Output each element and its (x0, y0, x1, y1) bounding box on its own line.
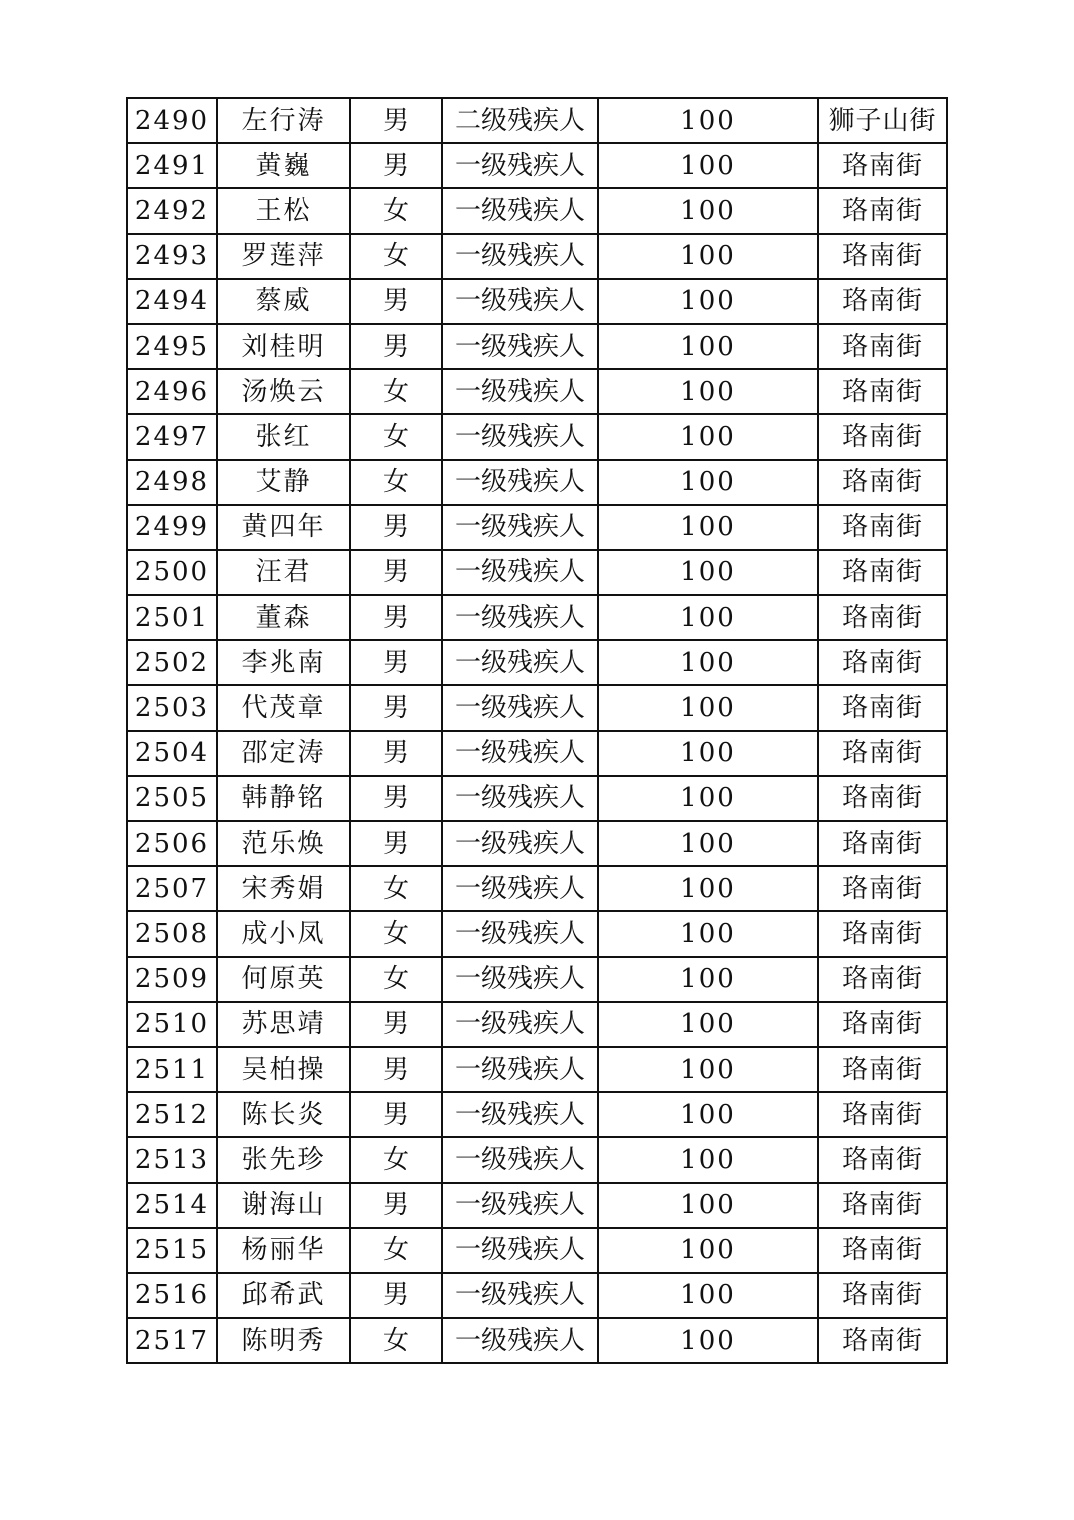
table-row (127, 685, 947, 730)
street-cell: 珞南街 (818, 1002, 947, 1047)
serial-number-cell: 2515 (127, 1228, 217, 1273)
person-name-cell: 黄四年 (217, 505, 350, 550)
gender-cell: 女 (350, 1228, 442, 1273)
street-cell: 珞南街 (818, 640, 947, 685)
street-cell: 珞南街 (818, 1047, 947, 1092)
person-name-cell: 邵定涛 (217, 731, 350, 776)
street-cell: 珞南街 (818, 1273, 947, 1318)
disability-level-cell: 一级残疾人 (442, 866, 598, 911)
table-row (127, 1047, 947, 1092)
serial-number-cell: 2494 (127, 279, 217, 324)
gender-cell: 女 (350, 369, 442, 414)
serial-number-cell: 2490 (127, 98, 217, 143)
gender-cell: 男 (350, 1047, 442, 1092)
person-name-cell: 汤焕云 (217, 369, 350, 414)
amount-cell: 100 (598, 731, 818, 776)
street-cell: 珞南街 (818, 324, 947, 369)
gender-cell: 男 (350, 640, 442, 685)
person-name-cell: 艾静 (217, 460, 350, 505)
amount-cell: 100 (598, 505, 818, 550)
serial-number-cell: 2511 (127, 1047, 217, 1092)
table-row (127, 1092, 947, 1137)
disability-level-cell: 一级残疾人 (442, 188, 598, 233)
street-cell: 珞南街 (818, 1092, 947, 1137)
table-row (127, 414, 947, 459)
disability-level-cell: 一级残疾人 (442, 1092, 598, 1137)
serial-number-cell: 2505 (127, 776, 217, 821)
street-cell: 珞南街 (818, 460, 947, 505)
person-name-cell: 王松 (217, 188, 350, 233)
table-row (127, 143, 947, 188)
table-row (127, 1318, 947, 1363)
disability-level-cell: 一级残疾人 (442, 731, 598, 776)
table-row (127, 369, 947, 414)
amount-cell: 100 (598, 776, 818, 821)
table-row (127, 1273, 947, 1318)
disability-level-cell: 一级残疾人 (442, 1137, 598, 1182)
street-cell: 珞南街 (818, 776, 947, 821)
disability-level-cell: 一级残疾人 (442, 821, 598, 866)
person-name-cell: 陈明秀 (217, 1318, 350, 1363)
table-row (127, 1228, 947, 1273)
disability-level-cell: 一级残疾人 (442, 1047, 598, 1092)
gender-cell: 男 (350, 1183, 442, 1228)
serial-number-cell: 2516 (127, 1273, 217, 1318)
table-row (127, 1137, 947, 1182)
disability-level-cell: 一级残疾人 (442, 279, 598, 324)
serial-number-cell: 2517 (127, 1318, 217, 1363)
serial-number-cell: 2492 (127, 188, 217, 233)
serial-number-cell: 2509 (127, 957, 217, 1002)
disability-level-cell: 一级残疾人 (442, 911, 598, 956)
amount-cell: 100 (598, 1137, 818, 1182)
amount-cell: 100 (598, 1002, 818, 1047)
gender-cell: 男 (350, 279, 442, 324)
serial-number-cell: 2503 (127, 685, 217, 730)
street-cell: 珞南街 (818, 550, 947, 595)
amount-cell: 100 (598, 369, 818, 414)
gender-cell: 男 (350, 324, 442, 369)
amount-cell: 100 (598, 866, 818, 911)
serial-number-cell: 2495 (127, 324, 217, 369)
street-cell: 珞南街 (818, 1183, 947, 1228)
serial-number-cell: 2506 (127, 821, 217, 866)
street-cell: 珞南街 (818, 595, 947, 640)
amount-cell: 100 (598, 98, 818, 143)
gender-cell: 女 (350, 1318, 442, 1363)
street-cell: 珞南街 (818, 866, 947, 911)
person-name-cell: 刘桂明 (217, 324, 350, 369)
person-name-cell: 陈长炎 (217, 1092, 350, 1137)
person-name-cell: 范乐焕 (217, 821, 350, 866)
table-row (127, 98, 947, 143)
disability-level-cell: 一级残疾人 (442, 1228, 598, 1273)
amount-cell: 100 (598, 279, 818, 324)
serial-number-cell: 2493 (127, 234, 217, 279)
amount-cell: 100 (598, 685, 818, 730)
table-row (127, 866, 947, 911)
serial-number-cell: 2491 (127, 143, 217, 188)
street-cell: 珞南街 (818, 1318, 947, 1363)
street-cell: 珞南街 (818, 1228, 947, 1273)
gender-cell: 男 (350, 1002, 442, 1047)
amount-cell: 100 (598, 1318, 818, 1363)
serial-number-cell: 2500 (127, 550, 217, 595)
serial-number-cell: 2499 (127, 505, 217, 550)
gender-cell: 男 (350, 821, 442, 866)
disability-level-cell: 一级残疾人 (442, 640, 598, 685)
disability-level-cell: 一级残疾人 (442, 143, 598, 188)
serial-number-cell: 2507 (127, 866, 217, 911)
disability-level-cell: 一级残疾人 (442, 369, 598, 414)
gender-cell: 男 (350, 685, 442, 730)
gender-cell: 男 (350, 505, 442, 550)
gender-cell: 男 (350, 1273, 442, 1318)
roster-table (126, 97, 948, 1364)
amount-cell: 100 (598, 143, 818, 188)
gender-cell: 女 (350, 188, 442, 233)
disability-level-cell: 一级残疾人 (442, 234, 598, 279)
serial-number-cell: 2513 (127, 1137, 217, 1182)
disability-level-cell: 一级残疾人 (442, 957, 598, 1002)
disability-level-cell: 一级残疾人 (442, 776, 598, 821)
amount-cell: 100 (598, 414, 818, 459)
disability-level-cell: 一级残疾人 (442, 324, 598, 369)
disability-level-cell: 一级残疾人 (442, 1183, 598, 1228)
street-cell: 珞南街 (818, 414, 947, 459)
disability-level-cell: 一级残疾人 (442, 460, 598, 505)
street-cell: 珞南街 (818, 143, 947, 188)
gender-cell: 女 (350, 234, 442, 279)
serial-number-cell: 2514 (127, 1183, 217, 1228)
person-name-cell: 张红 (217, 414, 350, 459)
table-row (127, 234, 947, 279)
person-name-cell: 代茂章 (217, 685, 350, 730)
table-row (127, 595, 947, 640)
serial-number-cell: 2510 (127, 1002, 217, 1047)
person-name-cell: 张先珍 (217, 1137, 350, 1182)
person-name-cell: 成小凤 (217, 911, 350, 956)
person-name-cell: 董森 (217, 595, 350, 640)
serial-number-cell: 2501 (127, 595, 217, 640)
street-cell: 珞南街 (818, 731, 947, 776)
street-cell: 珞南街 (818, 188, 947, 233)
person-name-cell: 宋秀娟 (217, 866, 350, 911)
table-row (127, 505, 947, 550)
amount-cell: 100 (598, 550, 818, 595)
amount-cell: 100 (598, 821, 818, 866)
street-cell: 珞南街 (818, 505, 947, 550)
table-row (127, 957, 947, 1002)
serial-number-cell: 2502 (127, 640, 217, 685)
person-name-cell: 何原英 (217, 957, 350, 1002)
table-row (127, 731, 947, 776)
street-cell: 珞南街 (818, 369, 947, 414)
amount-cell: 100 (598, 188, 818, 233)
gender-cell: 女 (350, 414, 442, 459)
disability-level-cell: 一级残疾人 (442, 505, 598, 550)
amount-cell: 100 (598, 911, 818, 956)
amount-cell: 100 (598, 1273, 818, 1318)
gender-cell: 女 (350, 1137, 442, 1182)
amount-cell: 100 (598, 640, 818, 685)
amount-cell: 100 (598, 234, 818, 279)
person-name-cell: 蔡威 (217, 279, 350, 324)
person-name-cell: 吴柏操 (217, 1047, 350, 1092)
person-name-cell: 韩静铭 (217, 776, 350, 821)
person-name-cell: 罗莲萍 (217, 234, 350, 279)
amount-cell: 100 (598, 1183, 818, 1228)
table-row (127, 279, 947, 324)
table-row (127, 1183, 947, 1228)
table-row (127, 640, 947, 685)
person-name-cell: 邱希武 (217, 1273, 350, 1318)
gender-cell: 男 (350, 98, 442, 143)
gender-cell: 男 (350, 1092, 442, 1137)
person-name-cell: 谢海山 (217, 1183, 350, 1228)
disability-level-cell: 二级残疾人 (442, 98, 598, 143)
serial-number-cell: 2497 (127, 414, 217, 459)
serial-number-cell: 2508 (127, 911, 217, 956)
gender-cell: 男 (350, 776, 442, 821)
street-cell: 珞南街 (818, 279, 947, 324)
person-name-cell: 李兆南 (217, 640, 350, 685)
table-row (127, 1002, 947, 1047)
disability-level-cell: 一级残疾人 (442, 414, 598, 459)
serial-number-cell: 2504 (127, 731, 217, 776)
amount-cell: 100 (598, 324, 818, 369)
amount-cell: 100 (598, 957, 818, 1002)
street-cell: 珞南街 (818, 821, 947, 866)
table-row (127, 911, 947, 956)
disability-level-cell: 一级残疾人 (442, 1273, 598, 1318)
table-row (127, 460, 947, 505)
table-row (127, 550, 947, 595)
gender-cell: 男 (350, 143, 442, 188)
table-row (127, 324, 947, 369)
gender-cell: 女 (350, 460, 442, 505)
street-cell: 珞南街 (818, 685, 947, 730)
gender-cell: 女 (350, 957, 442, 1002)
street-cell: 珞南街 (818, 911, 947, 956)
disability-level-cell: 一级残疾人 (442, 685, 598, 730)
gender-cell: 女 (350, 911, 442, 956)
street-cell: 狮子山街 (818, 98, 947, 143)
disability-level-cell: 一级残疾人 (442, 550, 598, 595)
gender-cell: 男 (350, 595, 442, 640)
table-row (127, 821, 947, 866)
gender-cell: 女 (350, 866, 442, 911)
gender-cell: 男 (350, 731, 442, 776)
serial-number-cell: 2498 (127, 460, 217, 505)
person-name-cell: 杨丽华 (217, 1228, 350, 1273)
disability-level-cell: 一级残疾人 (442, 595, 598, 640)
disability-level-cell: 一级残疾人 (442, 1002, 598, 1047)
amount-cell: 100 (598, 460, 818, 505)
person-name-cell: 汪君 (217, 550, 350, 595)
street-cell: 珞南街 (818, 957, 947, 1002)
table-row (127, 188, 947, 233)
amount-cell: 100 (598, 1228, 818, 1273)
roster-table-body (127, 98, 947, 1363)
serial-number-cell: 2512 (127, 1092, 217, 1137)
person-name-cell: 黄巍 (217, 143, 350, 188)
street-cell: 珞南街 (818, 1137, 947, 1182)
serial-number-cell: 2496 (127, 369, 217, 414)
table-row (127, 776, 947, 821)
disability-level-cell: 一级残疾人 (442, 1318, 598, 1363)
amount-cell: 100 (598, 1092, 818, 1137)
street-cell: 珞南街 (818, 234, 947, 279)
person-name-cell: 苏思靖 (217, 1002, 350, 1047)
person-name-cell: 左行涛 (217, 98, 350, 143)
amount-cell: 100 (598, 1047, 818, 1092)
gender-cell: 男 (350, 550, 442, 595)
amount-cell: 100 (598, 595, 818, 640)
